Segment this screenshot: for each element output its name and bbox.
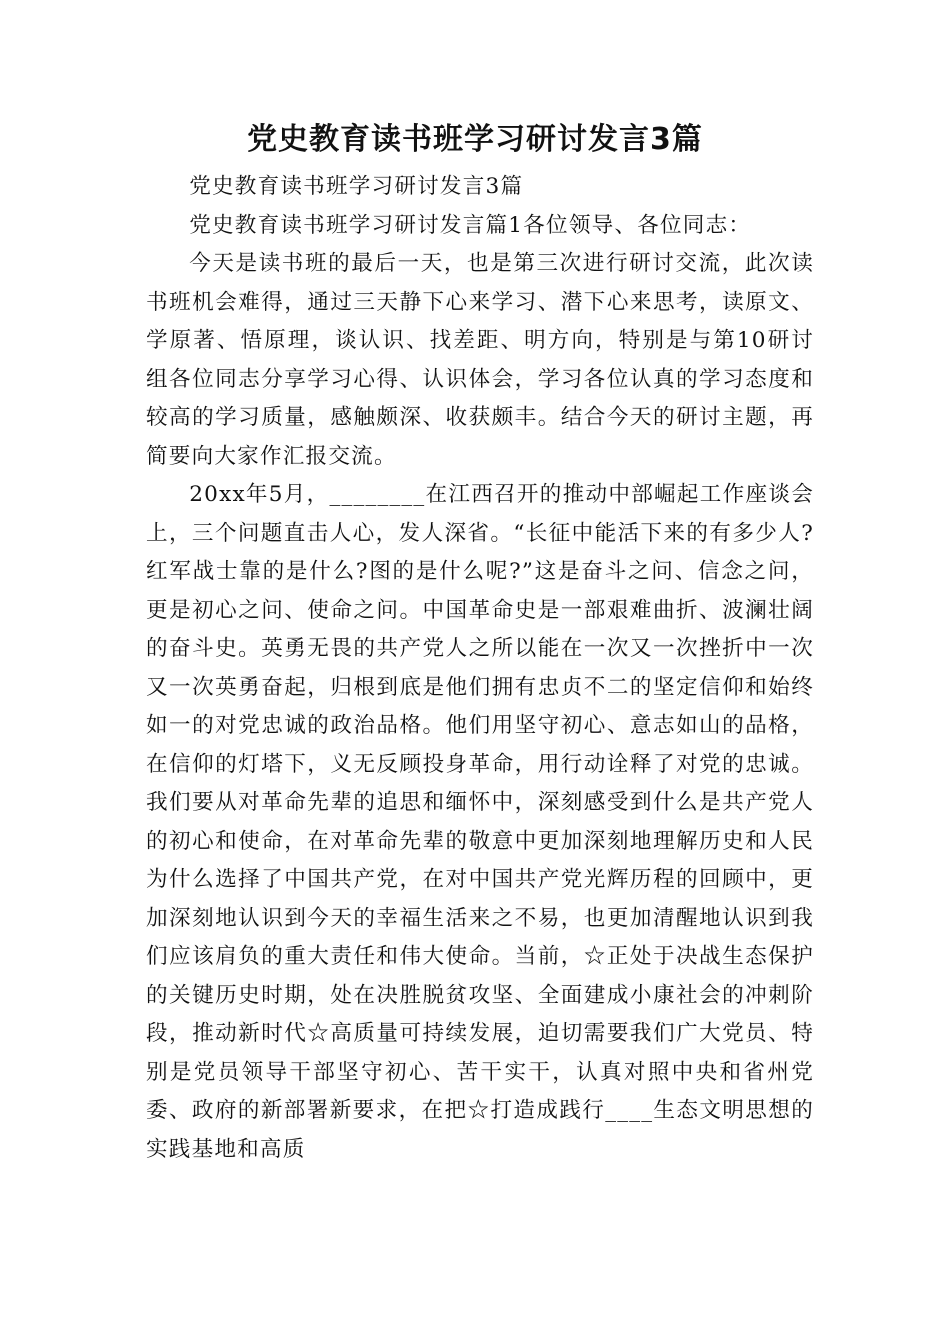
paragraph-main: 20xx年5月，________在江西召开的推动中部崛起工作座谈会上，三个问题直击人心，发人深省。“长征中能活下来的有多少人?红军战士靠的是什么?图的是什么呢?”这是奋斗之问、信念之问，更是初心之问、使命之问。中国革命史是一部艰难曲折、波澜壮阔的奋斗史。英勇无畏的共产党人之所以能在一次又一次挫折中一次又一次英勇奋起，归根到底是他们拥有忠贞不二的坚定信仰和始终如一的对党忠诚的政治品格。他们用坚守初心、意志如山的品格，在信仰的灯塔下，义无反顾投身革命，用行动诠释了对党的忠诚。我们要从对革命先辈的追思和缅怀中，深刻感受到什么是共产党人的初心和使命，在对革命先辈的敬意中更加深刻地理解历史和人民为什么选择了中国共产党，在对中国共产党光辉历程的回顾中，更加深刻地认识到今天的幸福生活来之不易，也更加清醒地认识到我们应该肩负的重大责任和伟大使命。当前，☆正处于决战生态保护的关键历史时期，处在决胜脱贫攻坚、全面建成小康社会的冲刺阶段，推动新时代☆高质量可持续发展，迫切需要我们广大党员、特别是党员领导干部坚守初心、苦干实干，认真对照中央和省州党委、政府的新部署新要求，在把☆打造成践行____生态文明思想的实践基地和高质 bbox=[146, 482, 814, 1162]
paragraph-intro: 今天是读书班的最后一天，也是第三次进行研讨交流，此次读书班机会难得，通过三天静下心来学习、潜下心来思考，读原文、学原著、悟原理，谈认识、找差距、明方向，特别是与第10研讨组各位同志分享学习心得、认识体会，学习各位认真的学习态度和较高的学习质量，感触颇深、收获颇丰。结合今天的研讨主题，再简要向大家作汇报交流。 bbox=[146, 251, 814, 469]
paragraph-subtitle: 党史教育读书班学习研讨发言3篇 bbox=[189, 174, 524, 199]
document-body bbox=[146, 168, 814, 1169]
document-title: 党史教育读书班学习研讨发言3篇 bbox=[247, 122, 703, 157]
paragraph-salutation: 党史教育读书班学习研讨发言篇1各位领导、各位同志： bbox=[189, 212, 752, 238]
